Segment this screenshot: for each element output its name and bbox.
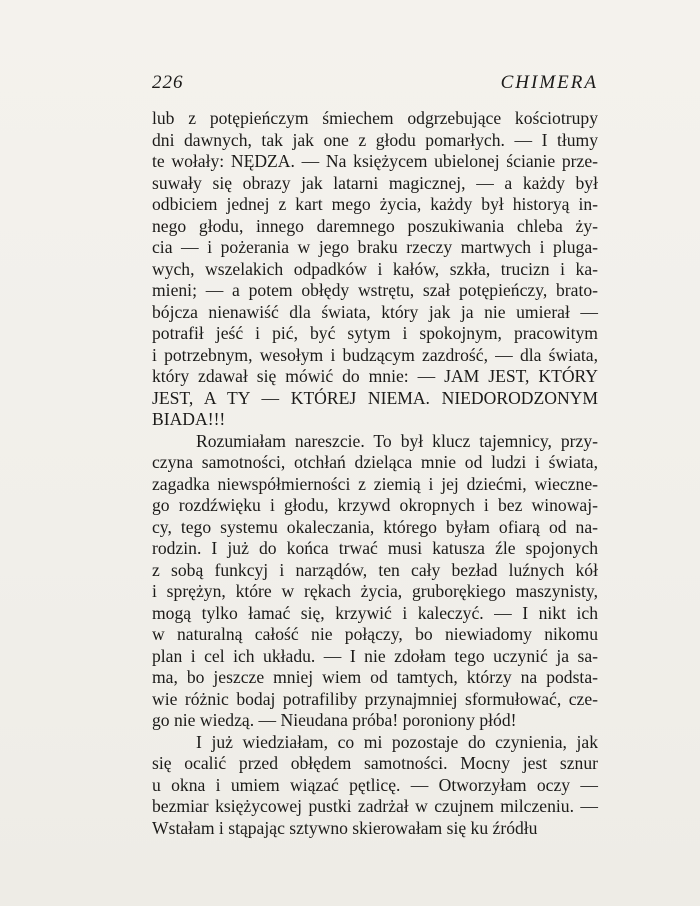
text-line: dni dawnych, tak jak one z głodu pomarłych. — I tłumy	[152, 129, 598, 150]
text-line: go rozdźwięku i głodu, krzywd okropnych i bez winowaj-	[152, 495, 598, 515]
text-line: mogą tylko łamać się, krzywić i kaleczyć. — I nikt ich	[152, 602, 598, 623]
running-title: CHIMERA	[500, 72, 598, 93]
text-line: z sobą funkcyj i narządów, ten cały bezład luźnych kół	[152, 559, 598, 580]
text-line: u okna i umiem wiązać pętlicę. — Otworzyłam oczy —	[152, 774, 598, 795]
text-line: lub z potępieńczym śmiechem odgrzebujące kościotrupy	[152, 108, 598, 128]
text-line: odbiciem jednej z kart mego życia, każdy był historyą in-	[152, 194, 598, 214]
text-line: bezmiar księżycowej pustki zadrżał w czujnem milczeniu. —	[152, 796, 598, 816]
text-line: te wołały: NĘDZA. — Na księżycem ubielonej ścianie prze-	[152, 151, 598, 171]
paragraph	[152, 108, 598, 431]
text-line: nego głodu, innego daremnego poszukiwania chleba ży-	[152, 215, 598, 236]
text-line: go nie wiedzą. — Nieudana próba! poroniony płód!	[152, 710, 517, 730]
text-line: i potrzebnym, wesołym i budzącym zazdrość, — dla świata,	[152, 344, 598, 365]
text-line: BIADA!!!	[152, 409, 226, 429]
text-line: I już wiedziałam, co mi pozostaje do czynienia, jak	[196, 731, 598, 752]
text-line: który zdawał się mówić do mnie: — JAM JEST, KTÓRY	[152, 366, 598, 386]
text-line: w naturalną całość nie połączy, bo niewiadomy nikomu	[152, 624, 598, 644]
text-line: czyna samotności, otchłań dzieląca mnie od ludzi i świata,	[152, 452, 598, 472]
text-line: i sprężyn, które w rękach życia, gruborękiego maszynisty,	[152, 581, 598, 601]
text-line: plan i cel ich układu. — I nie zdołam tego uczynić ja sa-	[152, 645, 598, 666]
text-line: ma, bo jeszcze mniej wiem od tamtych, którzy na podsta-	[152, 667, 598, 687]
text-line: się ocalić przed obłędem samotności. Mocny jest sznur	[152, 753, 598, 773]
text-line: rodzin. I już do końca trwać musi katusza źle spojonych	[152, 538, 598, 558]
text-line: potrafił jeść i pić, być sytym i spokojnym, pracowitym	[152, 323, 598, 343]
text-line: cia — i pożerania w jego braku rzeczy martwych i pluga-	[152, 237, 598, 257]
page-number: 226	[152, 72, 184, 93]
text-line: zagadka niewspółmierności z ziemią i jej dziećmi, wieczne-	[152, 473, 598, 494]
text-line: JEST, A TY — KTÓREJ NIEMA. NIEDORODZONYM	[152, 387, 598, 408]
paragraph	[152, 431, 598, 732]
text-line: wie różnic bodaj potrafiliby przynajmniej sformułować, cze-	[152, 688, 598, 709]
text-line: wych, wszelakich odpadków i kałów, szkła, trucizn i ka-	[152, 258, 598, 279]
text-line: Wstałam i stąpając sztywno skierowałam się ku źródłu	[152, 817, 538, 838]
paragraph	[152, 732, 598, 840]
page-header	[152, 72, 598, 98]
text-line: Rozumiałam nareszcie. To był klucz tajemnicy, przy-	[196, 430, 598, 451]
text-line: mieni; — a potem obłędy wstrętu, szał potępieńczy, brato-	[152, 280, 598, 300]
text-line: cy, tego systemu okaleczania, którego byłam ofiarą od na-	[152, 516, 598, 537]
text-line: bójcza nienawiść dla świata, który jak ja nie umierał —	[152, 301, 598, 322]
text-line: suwały się obrazy jak latarni magicznej, — a każdy był	[152, 172, 598, 193]
body-text	[152, 108, 598, 839]
